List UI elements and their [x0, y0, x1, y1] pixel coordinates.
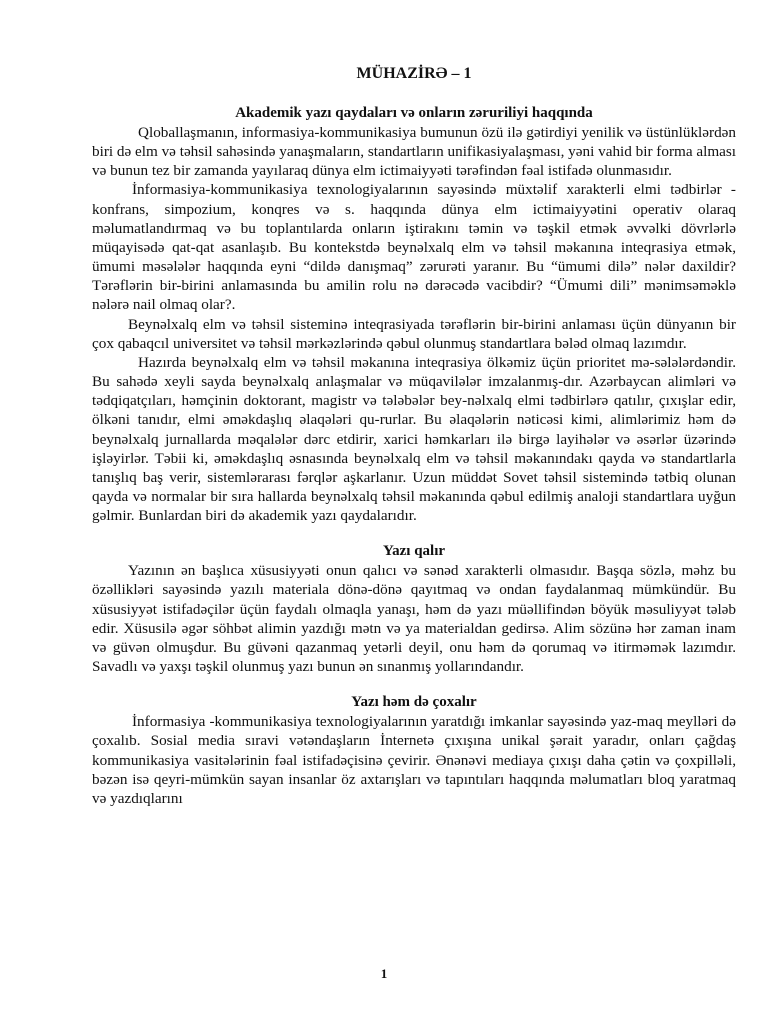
section-heading-yazi-qalir: Yazı qalır — [382, 543, 446, 560]
main-heading: Akademik yazı qaydaları və onların zəruriliyi haqqında — [235, 105, 593, 121]
paragraph: Beynəlxalq elm və təhsil sisteminə inteqrasiyada tərəflərin bir-birini anlaması üçün dünyanın bir çox qabaqcıl universitet və təhsil mərkəzlərində qəbul olunmuş standartlara bələd olmaq lazımdır. — [92, 315, 736, 352]
page-number: 1 — [380, 966, 388, 981]
paragraph: Yazının ən başlıca xüsusiyyəti onun qalıcı və sənəd xarakterli olmasıdır. Başqa sözlə, məhz bu özəllikləri sayəsində yazılı materiala dönə-dönə qayıtmaq və ondan faydalanmaq mümkündür. Bu xüsusiyyət istifadəçilər üçün faydalı olmaqla yanaşı, həm də yazı müəllifindən böyük məsuliyyət tələb edir. Xüsusilə əgər söhbət alimin yazdığı mətn və ya materialdan gedirsə. Alim sözünə hər zaman inam və güvən olmuşdur. Bu güvəni qazanmaq yetərli deyil, onu həm də qorumaq və itirməmək lazımdır. Savadlı və yaxşı təşkil olunmuş yazı bunun ən sınanmış yollarındandır. — [92, 562, 736, 676]
document-page — [92, 64, 736, 808]
section-heading-yazi-coxalir: Yazı həm də çoxalır — [351, 694, 477, 711]
paragraph: Hazırda beynəlxalq elm və təhsil məkanına inteqrasiya ölkəmiz üçün prioritet mə-sələlərdəndir. Bu sahədə xeyli sayda beynəlxalq anlaşmalar və müqavilələr imzalanmış-dır. Azərbaycan alimləri və tədqiqatçıları, həmçinin doktorant, magistr və tələbələr bey-nəlxalq elmi tədbirlərə qatılır, çıxışlar edir, ölkəni tanıdır, elmi əməkdaşlıq əlaqələri qu-rurlar. Bu əlaqələrin nəticəsi kimi, alimlərimiz həm də beynəlxalq jurnallarda məqalələr dərc etdirir, xarici həmkarları ilə birgə layihələr və əsərlər üzərində işləyirlər. Təbii ki, əməkdaşlıq əsnasında beynəlxalq elm və təhsil məkanındakı qayda və standartlarla tanışlıq baş verir, sistemlərarası fərqlər aşkarlanır. Uzun müddət Sovet təhsil sistemində tətbiq olunan qayda və normalar bir sıra hallarda beynəlxalq təhsil məkanında qəbul edilmiş analoji standartlara uyğun gəlmir. Bunlardan biri də akademik yazı qaydalarıdır. — [92, 353, 736, 525]
paragraph: İnformasiya-kommunikasiya texnologiyalarının sayəsində müxtəlif xarakterli elmi tədbirlər - konfrans, simpozium, konqres və s. haqqında dünya elm ictimaiyyətini operativ olaraq məlumatlandırmaq və bu toplantılarda onların iştirakını təmin və təşkil etmək əvvəlki dövrlərlə müqayisədə qat-qat asanlaşıb. Bu kontekstdə beynəlxalq elm və təhsil məkanına inteqrasiya etmək, ümumi məsələlər haqqında eyni “dildə danışmaq” zərurəti yaranır. Bu “ümumi dilə” nələr daxildir? Tərəflərin bir-birini anlamasında bu amilin rolu nə dərəcədə vacibdir? “Ümumi dili” mənimsəməklə nələrə nail olmaq olar?. — [92, 181, 736, 314]
paragraph: İnformasiya -kommunikasiya texnologiyalarının yaratdığı imkanlar sayəsində yaz-maq meylləri də çoxalıb. Sosial media sıravi vətəndaşların İnternetə çıxışına unikal şərait yaradır, onları çağdaş kommunikasiya vasitələrinin fəal istifadəçisinə çevirir. Ənənəvi mediaya çıxışı daha çətin və çoxpilləli, bəzən isə qeyri-mümkün sayan insanlar öz axtarışları və tapıntıları haqqında məlumatları bloq yaratmaq və yazdıqlarını — [92, 713, 736, 807]
paragraph: Qloballaşmanın, informasiya-kommunikasiya bumunun özü ilə gətirdiyi yenilik və üstünlüklərdən biri də elm və təhsil sahəsində yanaşmaların, standartların unifikasiyalaşması, yəni vahid bir forma alması və bunun tez bir zamanda yayılaraq dünya elm ictimaiyyəti tərəfindən fəal istifadə olunmasıdır. — [92, 124, 737, 180]
lecture-title: MÜHAZİRƏ – 1 — [356, 65, 472, 82]
